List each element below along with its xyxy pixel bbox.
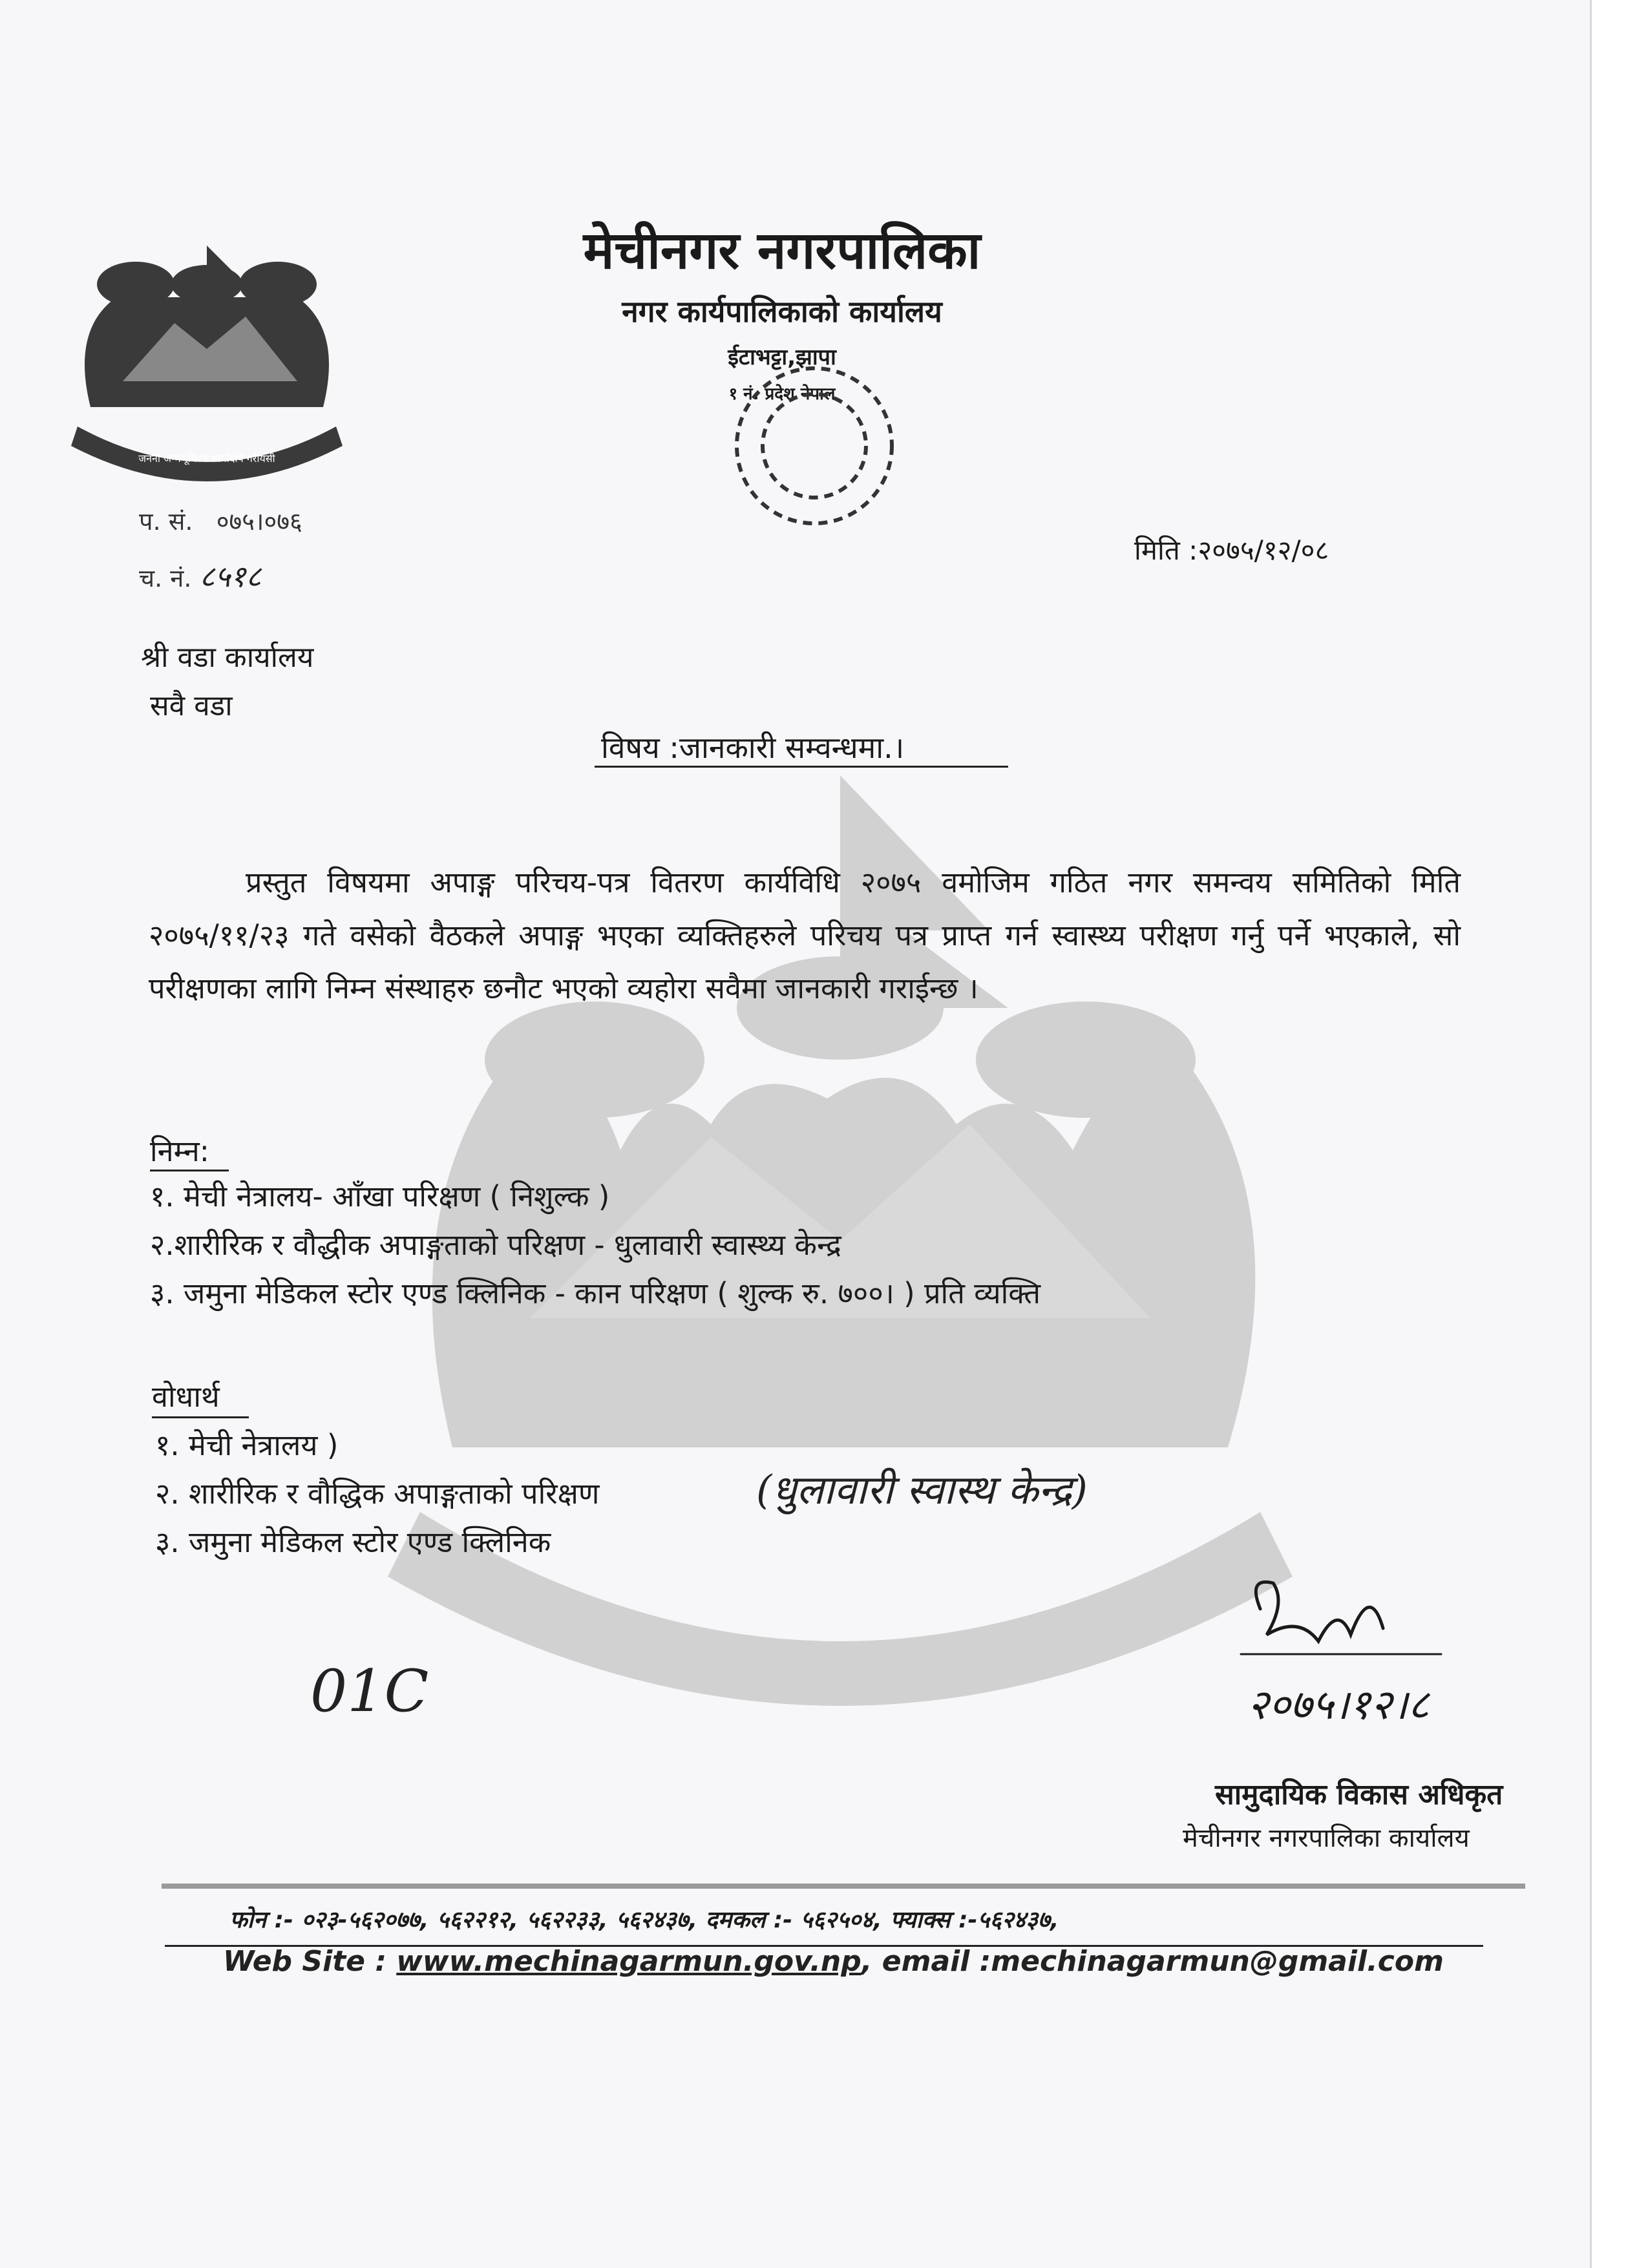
fiscal-year-ref — [139, 504, 302, 538]
municipality-title: मेचीनगर नगरपालिका — [583, 220, 981, 280]
cc-item: २. शारीरिक र वौद्धिक अपाङ्गताको परिक्षण — [155, 1476, 600, 1511]
footer-web — [223, 1945, 1444, 1978]
body-paragraph: प्रस्तुत विषयमा अपाङ्ग परिचय-पत्र वितरण कार्यविधि २०७५ वमोजिम गठित नगर समन्वय समितिको मिति २०७५/११/२३ गते वसेको वैठकले अपाङ्ग भएका व्यक्तिहरुले परिचय पत्र प्राप्त गर्न स्वास्थ्य परीक्षण गर्नु पर्ने भएकाले, सो परीक्षणका लागि निम्न संस्थाहरु छनौट भएको व्यहोरा सवैमा जानकारी गराईन्छ । — [149, 865, 1461, 1005]
fiscal-year-value: ०७५।०७६ — [216, 507, 302, 536]
scan-edge — [1590, 0, 1648, 2268]
cc-heading-underline — [152, 1416, 249, 1418]
list-item: १. मेची नेत्रालय- आँखा परिक्षण ( निशुल्क ) — [150, 1179, 610, 1213]
address-line-2: १ नं. प्रदेश नेपाल — [728, 384, 836, 404]
list-item: २.शारीरिक र वौद्धीक अपाङ्गताको परिक्षण - धुलावारी स्वास्थ्य केन्द्र — [150, 1228, 841, 1262]
signature-icon — [1221, 1564, 1467, 1758]
recipient-line-2: सवै वडा — [150, 689, 233, 722]
svg-text:जननी जन्मभूमिश्च स्वर्गादपि गर: जननी जन्मभूमिश्च स्वर्गादपि गरीयसी — [138, 452, 275, 465]
list-item: ३. जमुना मेडिकल स्टोर एण्ड क्लिनिक - कान परिक्षण ( शुल्क रु. ७००। ) प्रति व्यक्ति — [150, 1276, 1041, 1310]
officer-office: मेचीनगर नगरपालिका कार्यालय — [1183, 1823, 1470, 1853]
cc-heading: वोधार्थ — [152, 1380, 220, 1414]
officer-title: सामुदायिक विकास अधिकृत — [1215, 1778, 1503, 1811]
dispatch-label: च. नं. — [139, 564, 192, 593]
handwritten-mark: 01C — [310, 1657, 429, 1725]
footer-divider — [162, 1884, 1525, 1889]
dispatch-value: ८५१८ — [199, 559, 262, 594]
footer-phone: फोन :- ०२३-५६२०७७, ५६२२१२, ५६२२३३, ५६२४३७, दमकल :- ५६२५०४, फ्याक्स :-५६२४३७, — [229, 1907, 1059, 1933]
letter-subject: विषय :जानकारी सम्वन्धमा.। — [601, 730, 905, 765]
cc-item: १. मेची नेत्रालय ) — [155, 1428, 339, 1462]
website-link[interactable]: www.mechinagarmun.gov.np — [396, 1945, 861, 1978]
recipient-line-1: श्री वडा कार्यालय — [141, 641, 314, 674]
handwritten-note: (धुलावारी स्वास्थ केन्द्र) — [756, 1466, 1088, 1513]
subject-underline — [595, 766, 1008, 768]
web-label: Web Site : — [223, 1945, 397, 1978]
list-heading: निम्न: — [150, 1134, 209, 1168]
svg-text:२०७५।१२।८: २०७५।१२।८ — [1247, 1681, 1430, 1729]
cc-item: ३. जमुना मेडिकल स्टोर एण्ड क्लिनिक — [155, 1525, 551, 1559]
fiscal-year-label: प. सं. — [139, 507, 193, 536]
list-heading-underline — [150, 1170, 229, 1171]
office-subtitle: नगर कार्यपालिकाको कार्यालय — [622, 294, 942, 329]
address-line-1: ईटाभट्टा,झापा — [728, 344, 836, 370]
letter-date: मिति :२०७५/१२/०८ — [1134, 534, 1329, 566]
email-label: , email : — [861, 1945, 991, 1978]
dispatch-ref — [139, 556, 261, 596]
email-link[interactable]: mechinagarmun@gmail.com — [991, 1945, 1444, 1978]
letter-body — [149, 856, 1461, 1015]
nepal-emblem-icon — [65, 239, 349, 498]
office-stamp-icon — [698, 349, 931, 543]
